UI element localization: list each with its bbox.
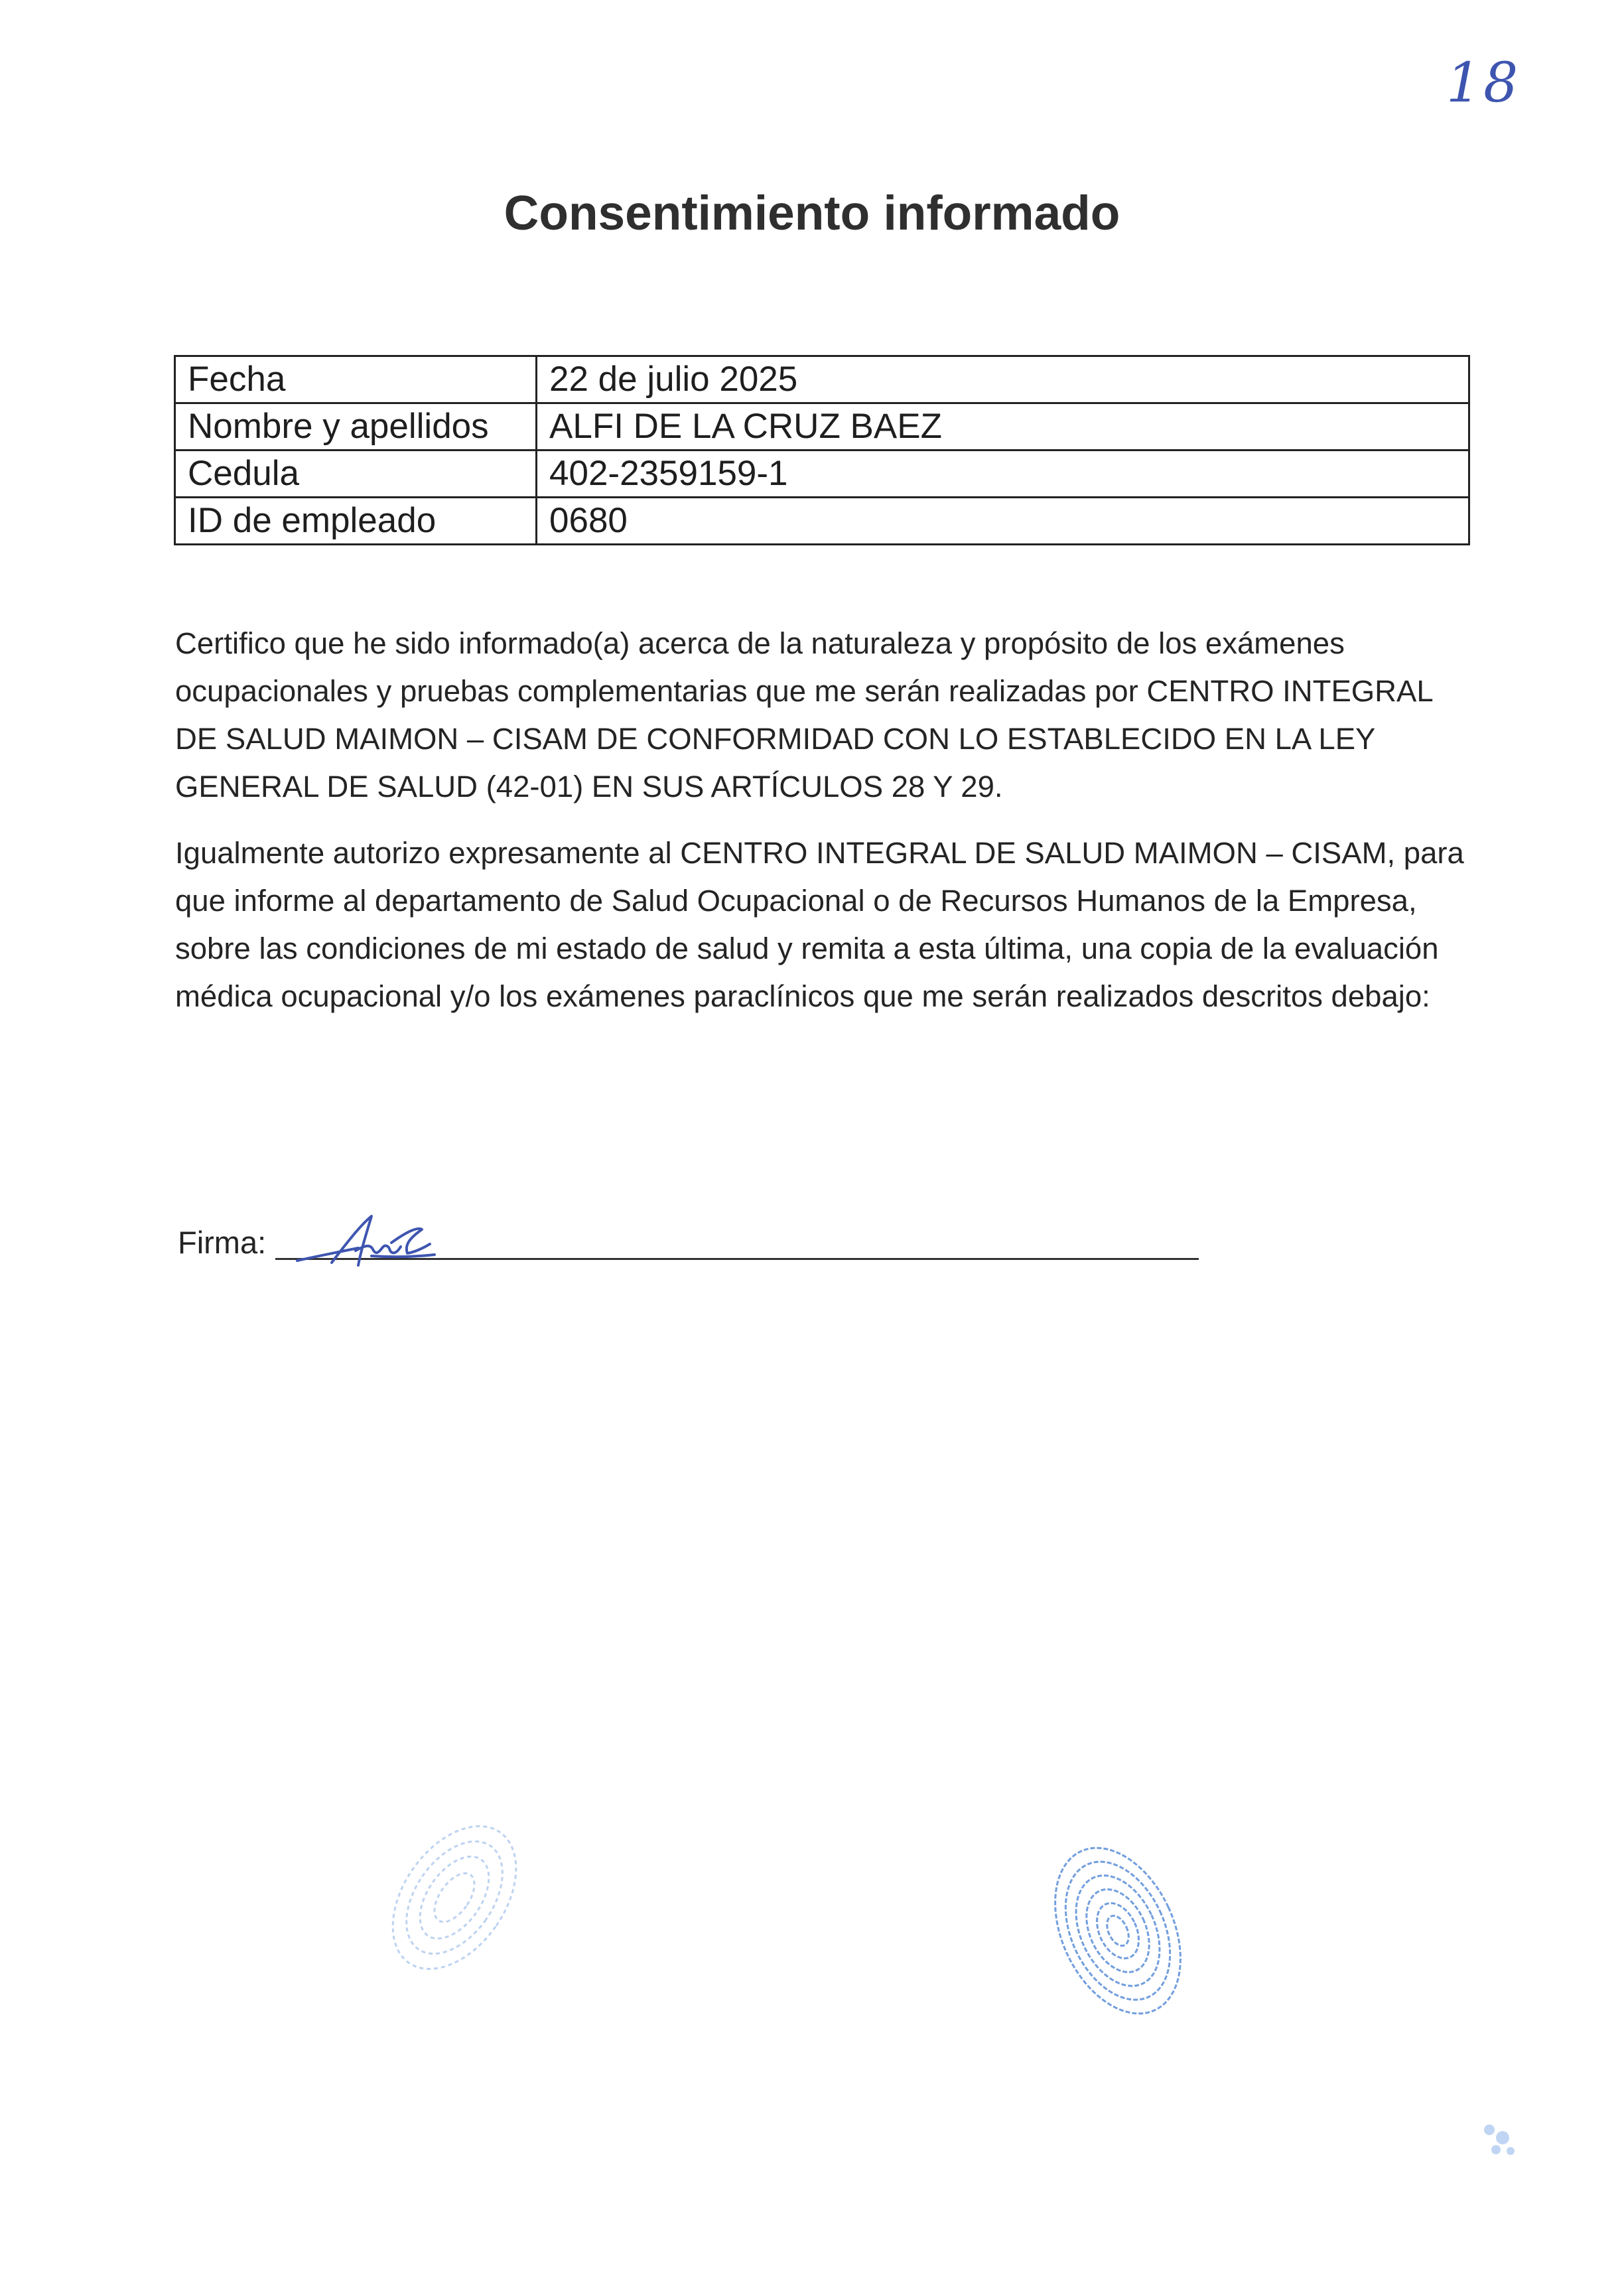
nombre-value: ALFI DE LA CRUZ BAEZ bbox=[537, 403, 1469, 451]
consent-paragraph-1: Certifico que he sido informado(a) acerca de la naturaleza y propósito de los exámenes ocupacionales y pruebas complementarias que me serán realizadas por CENTRO INTEGRAL DE SALUD MAIMON – CISAM DE CONFORMIDAD CON LO ESTABLECIDO EN LA LEY GENERAL DE SALUD (42-01) EN SUS ARTÍCULOS 28 Y 29. bbox=[175, 626, 1433, 803]
nombre-label: Nombre y apellidos bbox=[175, 403, 537, 451]
document-title: Consentimiento informado bbox=[504, 186, 1120, 240]
id-empleado-value: 0680 bbox=[537, 498, 1469, 545]
id-empleado-label: ID de empleado bbox=[175, 498, 537, 545]
table-row-nombre bbox=[175, 403, 1469, 451]
page-number: 18 bbox=[1446, 52, 1521, 115]
table-row-cedula bbox=[175, 451, 1469, 498]
cedula-label: Cedula bbox=[175, 451, 537, 498]
fingerprint-right bbox=[1032, 1818, 1204, 2037]
fecha-value: 22 de julio 2025 bbox=[537, 356, 1469, 403]
ink-smudge bbox=[1469, 2110, 1529, 2170]
handwritten-signature bbox=[292, 1204, 444, 1277]
fecha-label: Fecha bbox=[175, 356, 537, 403]
employee-info-table bbox=[174, 355, 1470, 545]
cedula-value: 402-2359159-1 bbox=[537, 451, 1469, 498]
fingerprint-left bbox=[368, 1791, 541, 2004]
signature-label: Firma: bbox=[178, 1225, 267, 1260]
table-row-fecha bbox=[175, 356, 1469, 403]
table-row-id-empleado bbox=[175, 498, 1469, 545]
consent-paragraph-2: Igualmente autorizo expresamente al CENTRO INTEGRAL DE SALUD MAIMON – CISAM, para que informe al departamento de Salud Ocupacional o de Recursos Humanos de la Empresa, sobre las condiciones de mi estado de salud y remita a esta última, una copia de la evaluación médica ocupacional y/o los exámenes paraclínicos que me serán realizados descritos debajo: bbox=[175, 836, 1464, 1013]
